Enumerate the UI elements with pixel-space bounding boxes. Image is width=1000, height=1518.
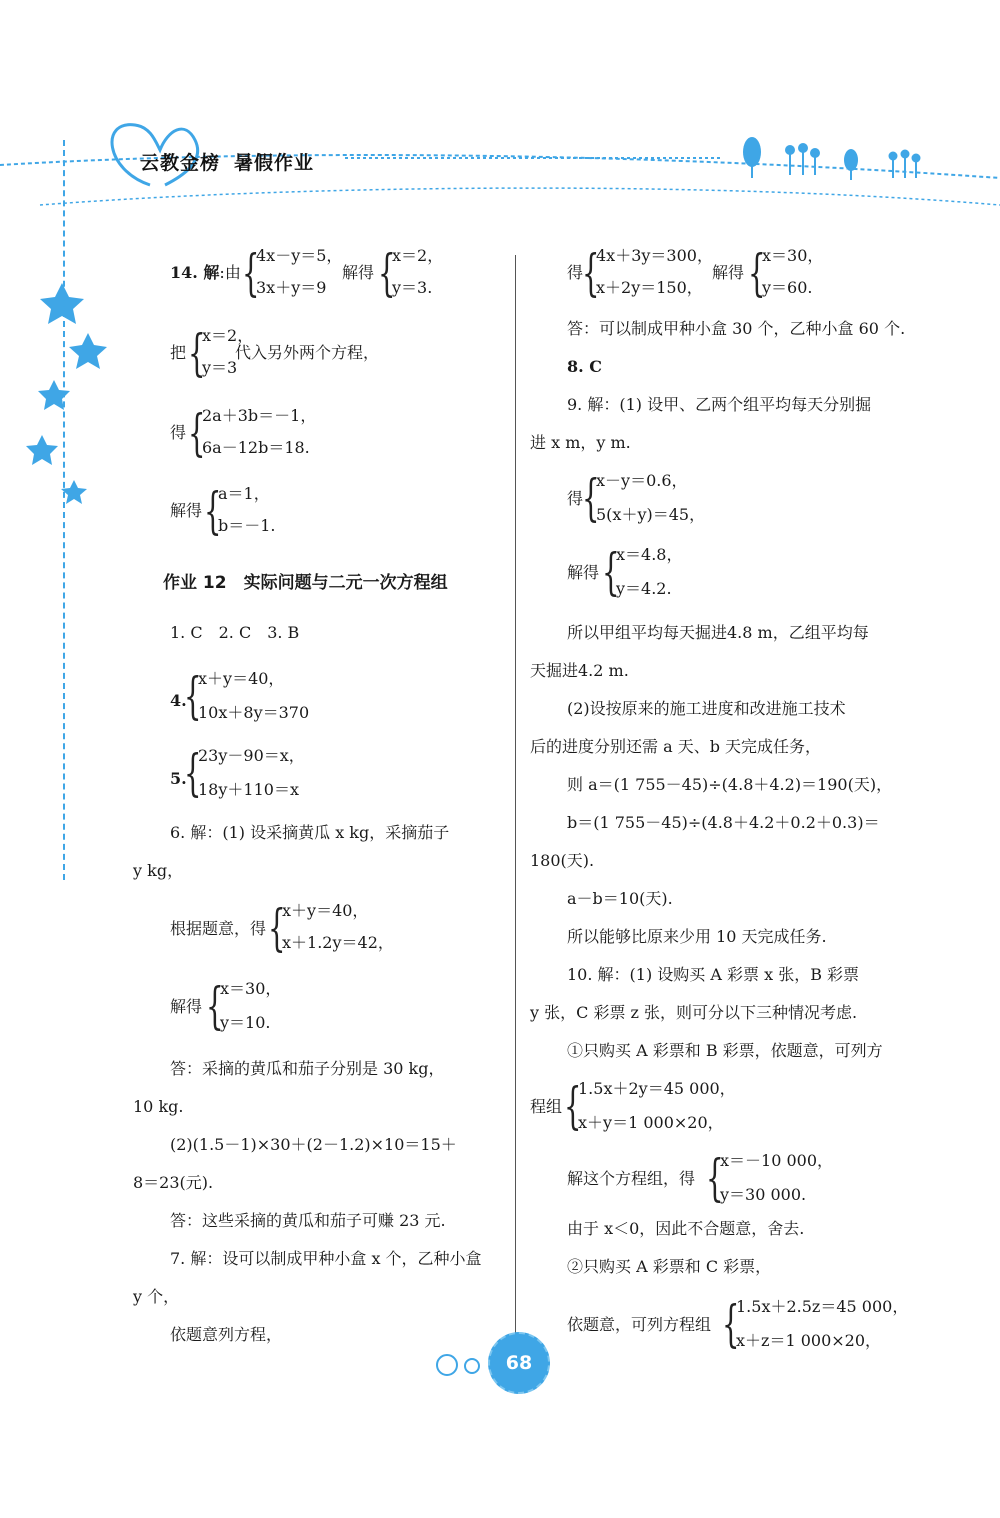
q6-line-1: 6. 解：(1) 设采摘黄瓜 x kg，采摘茄子 xyxy=(170,823,450,842)
header-title xyxy=(140,148,314,175)
q9-part2-1: (2)设按原来的施工进度和改进施工技术 xyxy=(567,699,846,718)
q4-label: 4. xyxy=(170,691,187,710)
q9-de-label: 得 xyxy=(567,489,584,508)
flower-icon xyxy=(890,151,920,179)
q9-part2-2: 后的进度分别还需 a 天、b 天完成任务， xyxy=(530,737,822,756)
header-decoration xyxy=(0,0,1000,520)
q5-label: 5. xyxy=(170,769,187,788)
q14-put-label: 把 xyxy=(170,343,187,362)
q10-line-2: y 张，C 彩票 z 张，则可分以下三种情况考虑. xyxy=(530,1003,858,1022)
mc-answers: 1. C 2. C 3. B xyxy=(170,623,300,642)
q9-conclusion-2: 天掘进4.2 m. xyxy=(530,661,629,680)
q14-put-tail: 代入另外两个方程， xyxy=(235,343,380,362)
q8-answer: 8. C xyxy=(567,357,603,376)
q6-part2-line-2: 8＝23(元). xyxy=(133,1173,214,1192)
q9-line-2: 进 x m，y m. xyxy=(530,433,631,452)
q6-answer-1: 答：采摘的黄瓜和茄子分别是 30 kg， xyxy=(170,1059,445,1078)
q10-case-1: ①只购买 A 彩票和 B 彩票，依题意，可列方 xyxy=(567,1041,883,1060)
header-subtitle: 暑假作业 xyxy=(234,152,315,174)
q7-answer: 答：可以制成甲种小盒 30 个，乙种小盒 60 个. xyxy=(567,319,906,338)
q6-basis: 根据题意，得 xyxy=(170,919,267,938)
q6-part2-line-1: (2)(1.5－1)×30＋(2－1.2)×10＝15＋ xyxy=(170,1135,457,1154)
q6-line-2: y kg， xyxy=(133,861,184,880)
star-icon xyxy=(26,435,58,465)
q9-solve-label: 解得 xyxy=(567,563,600,582)
tree-icon xyxy=(844,149,858,180)
left-margin-rule xyxy=(63,140,65,880)
q6-solve-label: 解得 xyxy=(170,997,203,1016)
q7-line-1: 7. 解：设可以制成甲种小盒 x 个，乙种小盒 xyxy=(170,1249,482,1268)
q7-line-3: 依题意列方程， xyxy=(170,1325,283,1344)
header-wave-line-2 xyxy=(40,188,1000,205)
page-number: 68 xyxy=(488,1332,550,1394)
q6-answer-3: 答：这些采摘的黄瓜和茄子可赚 23 元. xyxy=(170,1211,446,1230)
q10-case-2-lead: 依题意，可列方程组 xyxy=(567,1315,712,1334)
tree-icon xyxy=(743,137,761,178)
footer-bubble-small xyxy=(464,1358,480,1374)
q10-case-2: ②只购买 A 彩票和 C 彩票， xyxy=(567,1257,772,1276)
q9-part2-6: a－b＝10(天). xyxy=(567,889,673,908)
footer-bubble-large xyxy=(436,1354,458,1376)
q14-solve2-label: 解得 xyxy=(170,501,203,520)
q10-case-1-reject: 由于 x＜0，因此不合题意，舍去. xyxy=(567,1219,805,1238)
section-title: 作业 12 实际问题与二元一次方程组 xyxy=(163,573,448,593)
q14-de-label: 得 xyxy=(170,423,187,442)
star-icon xyxy=(40,283,84,324)
q9-part2-4: b＝(1 755－45)÷(4.8＋4.2＋0.2＋0.3)＝ xyxy=(567,813,880,832)
star-icon xyxy=(69,333,107,369)
star-icon xyxy=(38,380,70,410)
brand-name: 云教金榜 xyxy=(140,152,221,174)
q9-part2-5: 180(天). xyxy=(530,851,595,870)
q9-part2-7: 所以能够比原来少用 10 天完成任务. xyxy=(567,927,827,946)
q10-line-1: 10. 解：(1) 设购买 A 彩票 x 张，B 彩票 xyxy=(567,965,860,984)
q9-part2-3: 则 a＝(1 755－45)÷(4.8＋4.2)＝190(天)， xyxy=(567,775,893,794)
q14-label: 14. 解:由 xyxy=(170,263,241,282)
flower-icon xyxy=(786,144,819,175)
q10-case-1-lead: 程组 xyxy=(530,1097,563,1116)
q7-solve-label: 解得 xyxy=(712,263,745,282)
q9-conclusion-1: 所以甲组平均每天掘进4.8 m，乙组平均每 xyxy=(567,623,869,642)
q6-answer-2: 10 kg. xyxy=(133,1097,184,1116)
column-divider xyxy=(515,255,516,1340)
q14-solve-label: 解得 xyxy=(342,263,375,282)
q9-line-1: 9. 解：(1) 设甲、乙两个组平均每天分别掘 xyxy=(567,395,872,414)
q10-case-1-solve: 解这个方程组，得 xyxy=(567,1169,696,1188)
q7-line-2: y 个， xyxy=(133,1287,180,1306)
q7-de-label: 得 xyxy=(567,263,584,282)
